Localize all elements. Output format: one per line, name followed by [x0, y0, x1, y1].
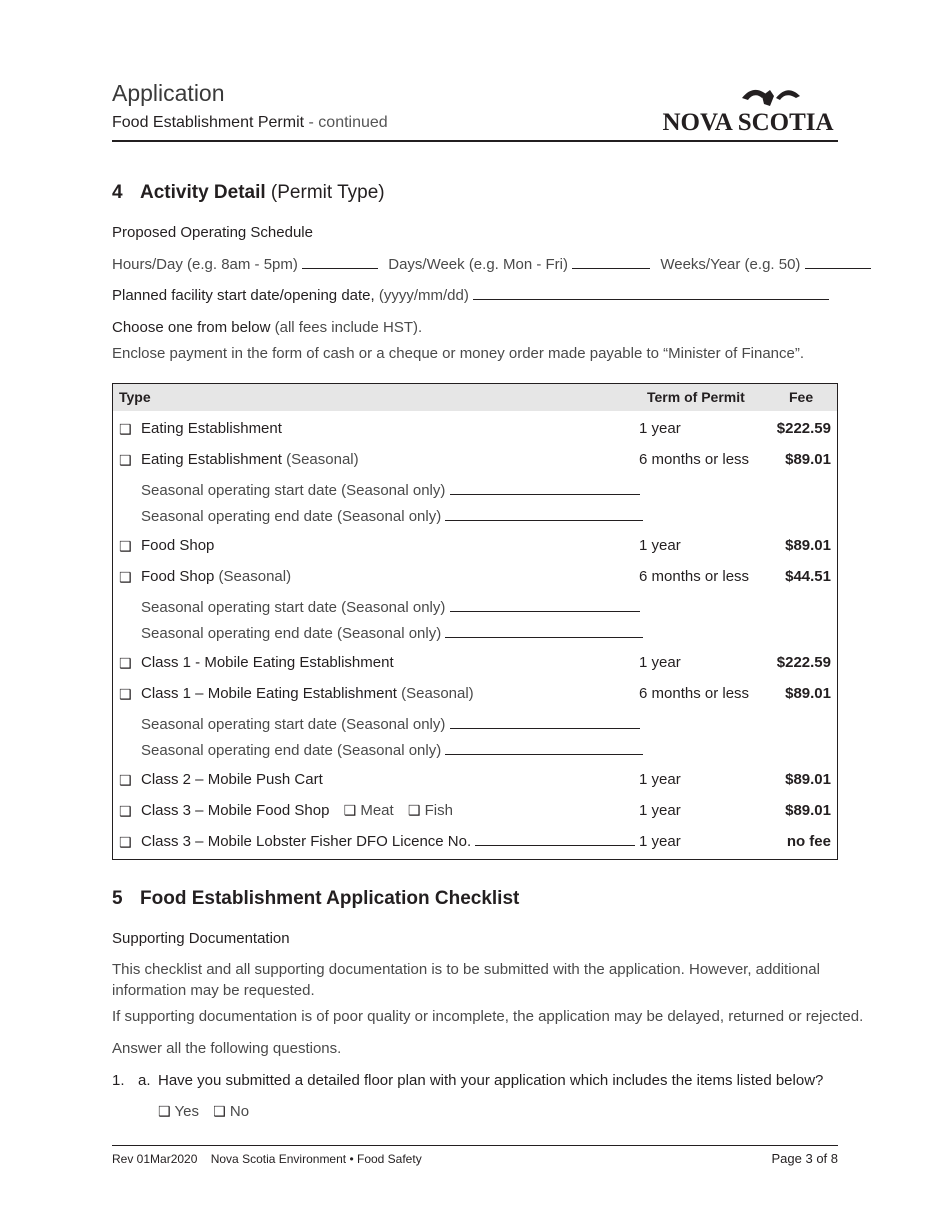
- payment-note: Enclose payment in the form of cash or a cheque or money order made payable to “Minister of Finance”.: [112, 345, 805, 362]
- checkbox-icon[interactable]: ❑: [119, 772, 132, 788]
- no-label: No: [229, 1103, 250, 1120]
- schedule-label: Proposed Operating Schedule: [112, 224, 313, 241]
- document-subtitle: [112, 114, 388, 132]
- footer-divider: [112, 1145, 838, 1146]
- seasonal-end-row: Seasonal operating end date (Seasonal only): [141, 742, 643, 759]
- checkbox-icon[interactable]: ❑: [119, 803, 132, 819]
- checkbox-icon[interactable]: ❑: [119, 834, 132, 850]
- schedule-row: [112, 256, 838, 273]
- yes-label: Yes: [174, 1103, 199, 1120]
- meat-checkbox-icon[interactable]: ❑: [343, 802, 357, 818]
- nova-scotia-logo: [658, 84, 838, 134]
- no-checkbox-icon[interactable]: ❑: [213, 1103, 226, 1119]
- checkbox-icon[interactable]: ❑: [119, 538, 132, 554]
- start-date-hint: (yyyy/mm/dd): [374, 287, 469, 304]
- document-title: Application: [112, 80, 225, 106]
- checkbox-icon[interactable]: ❑: [119, 655, 132, 671]
- seasonal-start-field[interactable]: [450, 611, 640, 612]
- fish-checkbox-icon[interactable]: ❑: [407, 802, 421, 818]
- seasonal-end-field[interactable]: [445, 754, 643, 755]
- yes-checkbox-icon[interactable]: ❑: [158, 1103, 171, 1119]
- seasonal-end-field[interactable]: [445, 637, 643, 638]
- page-number: Page 3 of 8: [771, 1151, 838, 1166]
- section-5-heading: 5 Food Establishment Application Checklist: [112, 888, 520, 909]
- seasonal-start-row: Seasonal operating start date (Seasonal only): [141, 599, 640, 616]
- question-1a: 1. a. Have you submitted a detailed floor plan with your application which includes the items listed below?: [112, 1072, 824, 1089]
- seasonal-start-field[interactable]: [450, 494, 640, 495]
- para2: If supporting documentation is of poor quality or incomplete, the application may be delayed, returned or rejected.: [112, 1008, 864, 1025]
- days-label: Days/Week (e.g. Mon - Fri): [388, 256, 568, 273]
- start-date-field[interactable]: [473, 299, 829, 300]
- choose-hint: (all fees include HST).: [270, 319, 423, 336]
- subtitle-light: - continued: [304, 114, 388, 131]
- seasonal-start-row: Seasonal operating start date (Seasonal only): [141, 482, 640, 499]
- svg-text:NOVA SCOTIA: NOVA SCOTIA: [662, 109, 834, 134]
- col-term: Term of Permit: [647, 389, 745, 405]
- seasonal-end-row: Seasonal operating end date (Seasonal only): [141, 625, 643, 642]
- fish-option: Fish: [424, 802, 453, 819]
- seasonal-end-row: Seasonal operating end date (Seasonal only): [141, 508, 643, 525]
- para1-line1: This checklist and all supporting documentation is to be submitted with the application. However, additional: [112, 961, 820, 978]
- start-date-row: [112, 287, 829, 304]
- para3: Answer all the following questions.: [112, 1040, 342, 1057]
- table-header: [113, 384, 837, 411]
- days-field[interactable]: [572, 268, 650, 269]
- checkbox-icon[interactable]: ❑: [119, 686, 132, 702]
- checkbox-icon[interactable]: ❑: [119, 452, 132, 468]
- section-4-heading: 4 Activity Detail (Permit Type): [112, 182, 385, 203]
- yes-no-options: [158, 1103, 249, 1120]
- permit-type-table: Type Term of Permit Fee ❑ Eating Establishment 1 year $222.59 ❑ Eating Establishment (Seasonal) 6 months or less $89.01 Seasonal operating start date (Seasonal only) Seasonal operating end date (Seasonal only) ❑ Food Shop 1 year $89.01 ❑ Food Shop (Seasonal) 6 months or less $44.51 Seasonal operating start date (Seasonal only) Seasonal operating end date (Seasonal only) ❑ Class 1 - Mobile Eating Establishment 1 year $222.59 ❑ Class 1 – Mobile Eating Establishment (Seasonal) 6 months or less $89.01 Seasonal operating start date (Seasonal only) Seasonal operating end date (Seasonal only) ❑ Class 2 – Mobile Push Cart 1 year $89.01 ❑ Class 3 – Mobile Food Shop ❑ Meat ❑ Fish 1 year $89.01 ❑ Class 3 – Mobile Lobster Fisher DFO Licence No. 1 year no fee: [112, 383, 838, 860]
- col-fee: Fee: [789, 389, 814, 405]
- weeks-field[interactable]: [805, 268, 871, 269]
- start-date-label: Planned facility start date/opening date,: [112, 287, 375, 304]
- hours-field[interactable]: [302, 268, 378, 269]
- seasonal-start-row: Seasonal operating start date (Seasonal only): [141, 716, 640, 733]
- weeks-label: Weeks/Year (e.g. 50): [660, 256, 801, 273]
- header-divider: [112, 140, 838, 142]
- checkbox-icon[interactable]: ❑: [119, 421, 132, 437]
- meat-option: Meat: [360, 802, 394, 819]
- seasonal-end-field[interactable]: [445, 520, 643, 521]
- seasonal-start-field[interactable]: [450, 728, 640, 729]
- col-type: Type: [119, 389, 151, 405]
- footer-revision: Rev 01Mar2020 Nova Scotia Environment • Food Safety: [112, 1152, 422, 1166]
- hours-label: Hours/Day (e.g. 8am - 5pm): [112, 256, 298, 273]
- choose-label: Choose one from below: [112, 319, 271, 336]
- para1-line2: information may be requested.: [112, 982, 315, 999]
- subtitle-bold: Food Establishment Permit: [112, 114, 305, 131]
- checkbox-icon[interactable]: ❑: [119, 569, 132, 585]
- dfo-licence-field[interactable]: [475, 845, 635, 846]
- choose-row: [112, 319, 422, 336]
- supporting-label: Supporting Documentation: [112, 930, 290, 947]
